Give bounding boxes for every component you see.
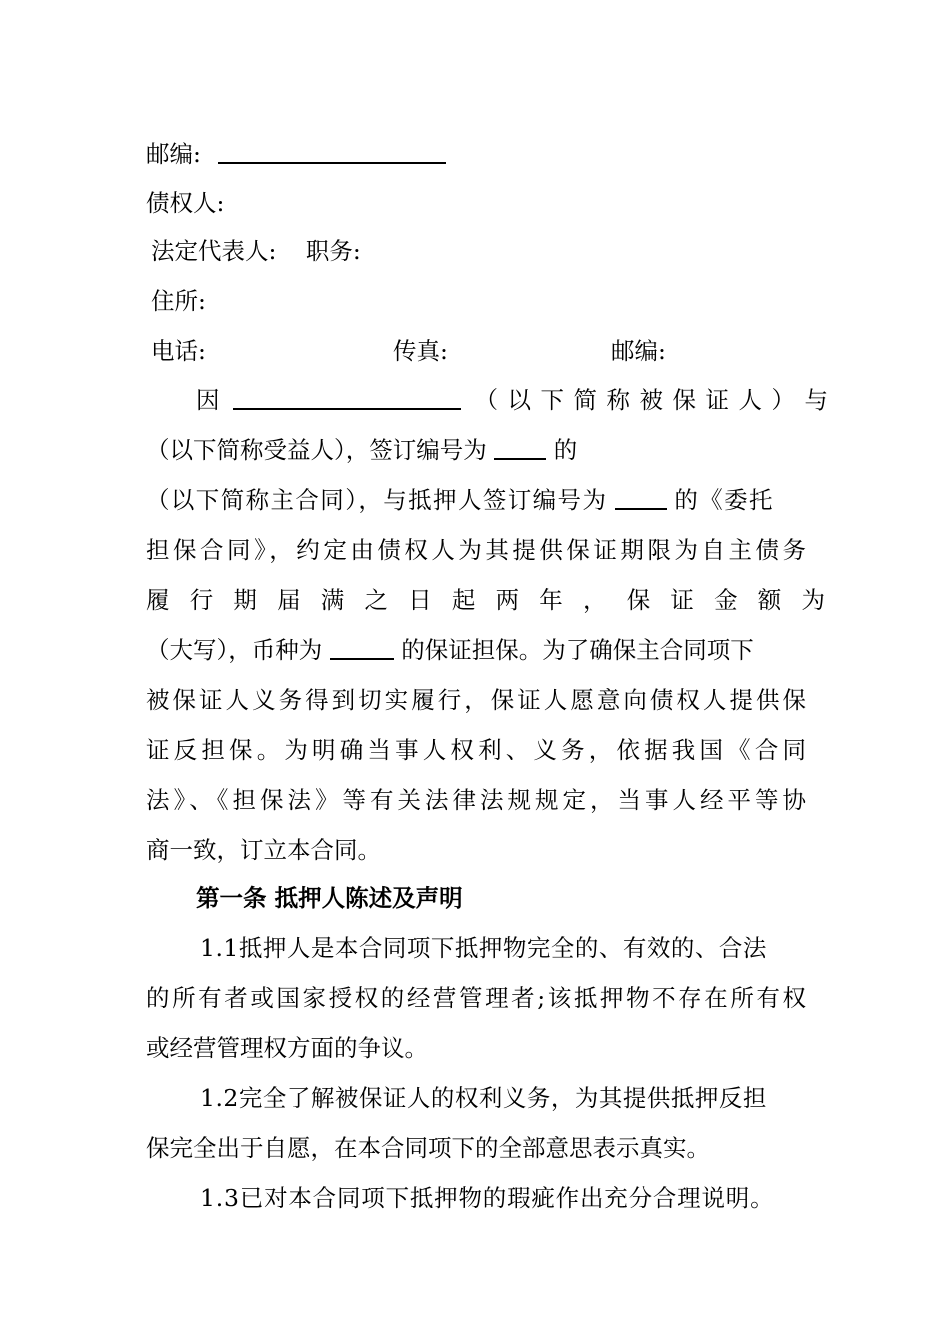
postcode-label: 邮编: — [146, 140, 201, 168]
preamble-line-7: 被保证人义务得到切实履行，保证人愿意向债权人提供保 — [146, 686, 806, 714]
postcode-blank — [218, 140, 446, 164]
currency-blank — [330, 636, 394, 660]
debtor-blank — [233, 386, 461, 410]
preamble-line-2 — [146, 434, 806, 466]
preamble-text: （大写），币种为 — [146, 636, 323, 664]
clause-1-1-line-3: 或经营管理权方面的争议。 — [146, 1034, 428, 1062]
creditor-label: 债权人: — [146, 189, 225, 217]
postcode2-label: 邮编: — [611, 337, 666, 365]
legal-rep-label: 法定代表人: — [151, 237, 277, 265]
preamble-text: （以下简称被保证人）与 — [474, 386, 838, 414]
article-1-title: 第一条 抵押人陈述及声明 — [196, 884, 463, 912]
address-line — [151, 285, 811, 317]
preamble-line-1 — [146, 384, 838, 416]
position-label: 职务: — [305, 237, 361, 265]
guarantee-number-blank — [615, 486, 667, 510]
clause-1-2-line-1: 1.2完全了解被保证人的权利义务，为其提供抵押反担 — [200, 1084, 767, 1112]
preamble-line-10: 商一致，订立本合同。 — [146, 836, 381, 864]
preamble-line-3 — [146, 484, 806, 516]
address-label: 住所: — [151, 287, 206, 315]
legal-rep-line — [151, 235, 811, 267]
phone-label: 电话: — [151, 337, 206, 365]
preamble-text: 的保证担保。为了确保主合同项下 — [401, 636, 754, 664]
clause-1-1-line-2: 的所有者或国家授权的经营管理者;该抵押物不存在所有权 — [146, 984, 806, 1012]
fax-label: 传真: — [393, 337, 448, 365]
preamble-line-8: 证反担保。为明确当事人权利、义务，依据我国《合同 — [146, 736, 806, 764]
preamble-line-4: 担保合同》，约定由债权人为其提供保证期限为自主债务 — [146, 536, 806, 564]
postcode-line — [146, 138, 806, 170]
preamble-line-9: 法》、《担保法》等有关法律法规规定，当事人经平等协 — [146, 786, 806, 814]
creditor-line — [146, 187, 806, 219]
preamble-line-6 — [146, 634, 806, 666]
clause-1-1-line-1: 1.1抵押人是本合同项下抵押物完全的、有效的、合法 — [200, 934, 767, 962]
preamble-text: （以下简称受益人），签订编号为 — [146, 436, 487, 464]
contract-number-blank — [494, 436, 546, 460]
clause-1-2-line-2: 保完全出于自愿，在本合同项下的全部意思表示真实。 — [146, 1134, 710, 1162]
preamble-text: 因 — [196, 386, 220, 414]
preamble-line-5: 履行期届满之日起两年，保证金额为 — [146, 586, 846, 614]
clause-1-3-line-1: 1.3已对本合同项下抵押物的瑕疵作出充分合理说明。 — [200, 1184, 775, 1212]
preamble-text: 的 — [553, 436, 578, 464]
preamble-text: 的《委托 — [674, 486, 774, 514]
preamble-text: （以下简称主合同），与抵押人签订编号为 — [146, 486, 608, 514]
